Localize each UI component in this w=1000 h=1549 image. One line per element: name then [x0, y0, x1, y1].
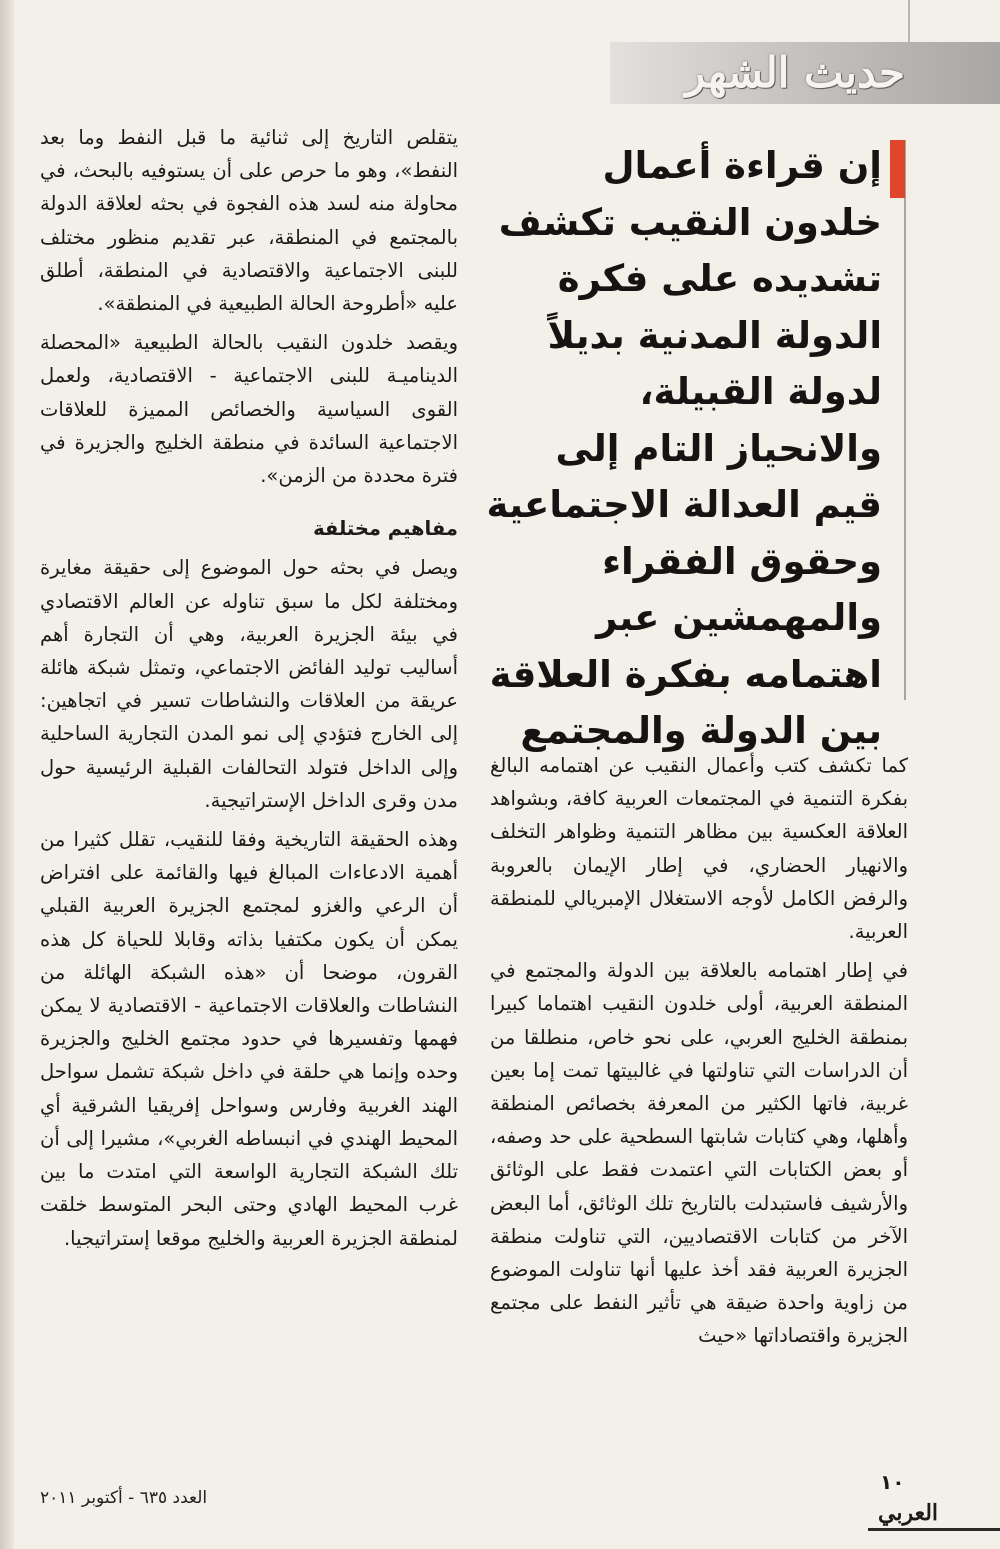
- article-column-left: [40, 121, 458, 1255]
- paragraph: ويصل في بحثه حول الموضوع إلى حقيقة مغايرة ومختلفة لكل ما سبق تناوله عن العالم الاقتصادي في بيئة الجزيرة العربية، وهي أن التجارة أهم أساليب توليد الفائض الاجتماعي، وتمثل شبكة هائلة عريقة من العلاقات والنشاطات تسير في اتجاهين: إلى الخارج فتؤدي إلى نمو المدن التجارية الساحلية وإلى الداخل فتولد التحالفات القبلية الرئيسية حول مدن وقرى الداخل الإستراتيجية.: [40, 556, 458, 812]
- paragraph: ويقصد خلدون النقيب بالحالة الطبيعية «المحصلة الديناميـة للبنى الاجتماعية - الاقتصادية، ولعمل القوى السياسية والخصائص المميزة للعلاقات الاجتماعية السائدة في منطقة الخليج والجزيرة في فترة محددة من الزمن».: [40, 331, 458, 488]
- magazine-logo: العربي: [878, 1500, 939, 1526]
- paragraph: وهذه الحقيقة التاريخية وفقا للنقيب، تقلل كثيرا من أهمية الادعاءات المبالغ فيها والقائمة على افتراض أن الرعي والغزو لمجتمع الجزيرة العربية القبلي يمكن أن يكون مكتفيا بذاته وقابلا للحياة كل هذه القرون، موضحا أن «هذه الشبكة الهائلة من النشاطات والعلاقات الاجتماعية - الاقتصادية لا يمكن فهمها وتفسيرها في حدود مجتمع الخليج والجزيرة وحده وإنما هي حلقة في داخل شبكة تشمل سواحل الهند الغربية وفارس وسواحل إفريقيا الشرقية أي المحيط الهندي في انبساطه الغربي»، مشيرا إلى أن تلك الشبكة التجارية الواسعة التي امتدت ما بين غرب المحيط الهادي وحتى البحر المتوسط خلقت لمنطقة الجزيرة العربية والخليج موقعا إستراتيجيا.: [40, 828, 458, 1250]
- paragraph: في إطار اهتمامه بالعلاقة بين الدولة والمجتمع في المنطقة العربية، أولى خلدون النقيب اهتماما كبيرا بمنطقة الخليج العربي، على نحو خاص، منطلقا من أن الدراسات التي تناولتها في غالبيتها تمت إما بعين غربية، فاتها الكثير من المعرفة بخصائص المنطقة وأهلها، وهي كتابات شابتها السطحية على حد وصفه، أو بعض الكتابات التي اعتمدت فقط على الوثائق والأرشيف فاستبدلت بالتاريخ تلك الوثائق، أما البعض الآخر من كتابات الاقتصاديين، التي تناولت منطقة الجزيرة العربية فقد أخذ عليها أنها تناولت الموضوع من زاوية واحدة ضيقة هي تأثير النفط على مجتمع الجزيرة واقتصاداتها «حيث: [490, 959, 908, 1348]
- section-title: حديث الشهر: [684, 48, 905, 97]
- paragraph: كما تكشف كتب وأعمال النقيب عن اهتمامه البالغ بفكرة التنمية في المجتمعات العربية كافة، وبشواهد العلاقة العكسية بين مظاهر التنمية وظواهر التخلف والانهيار الحضاري، في إطار الإيمان بالعروبة والرفض الكامل لأوجه الاستغلال الإمبريالي للمنطقة العربية.: [490, 754, 908, 944]
- issue-info: العدد ٦٣٥ - أكتوبر ٢٠١١: [40, 1488, 208, 1508]
- pull-quote-rule: [904, 140, 906, 700]
- pull-quote-accent-bar: [890, 140, 905, 198]
- pull-quote: إن قراءة أعمال خلدون النقيب تكشف تشديده على فكرة الدولة المدنية بديلاً لدولة القبيلة، والانحياز التام إلى قيم العدالة الاجتماعية وحقوق الفقراء والمهمشين عبر اهتمامه بفكرة العلاقة بين الدولة والمجتمع: [486, 144, 882, 752]
- page-number: ١٠: [880, 1470, 905, 1494]
- section-subheading: مفاهيم مختلفة: [313, 517, 458, 541]
- header-vertical-rule: [908, 0, 910, 42]
- paragraph: يتقلص التاريخ إلى ثنائية ما قبل النفط وما بعد النفط»، وهو ما حرص على أن يستوفيه بالبحث، في محاولة منه لسد هذه الفجوة في بحثه لعلاقة الدولة بالمجتمع في المنطقة، عبر تقديم منظور مختلف للبنى الاجتماعية والاقتصادية في المنطقة، أطلق عليه «أطروحة الحالة الطبيعية في المنطقة».: [40, 126, 458, 316]
- article-column-right: [490, 749, 908, 1353]
- footer-rule: [868, 1528, 1000, 1531]
- page-spine-shadow: [0, 0, 14, 1549]
